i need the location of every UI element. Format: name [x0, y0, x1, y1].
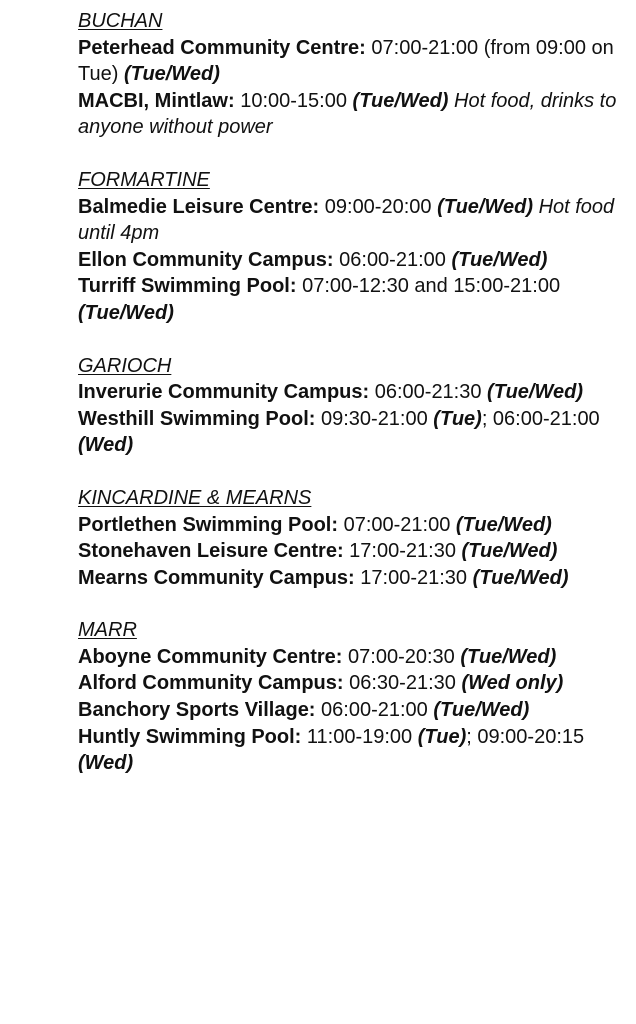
venue-hours: 07:00-12:30 and 15:00-21:00	[296, 275, 561, 298]
venue-days: (Tue/Wed)	[460, 645, 557, 668]
venue-name: Ellon Community Campus:	[78, 248, 334, 271]
venue-hours: 07:00-21:00 (from 09:00 on Tue)	[78, 36, 614, 86]
venue-days: (Tue/Wed)	[437, 195, 534, 218]
venue-days: (Tue/Wed)	[123, 63, 220, 86]
venue-days: (Tue/Wed)	[78, 301, 174, 324]
section-garioch	[78, 353, 626, 459]
venue-note: Hot food until 4pm	[78, 195, 615, 245]
section-marr	[78, 617, 626, 777]
venue-entry	[78, 88, 626, 141]
venue-name: Inverurie Community Campus:	[78, 381, 370, 404]
venue-name: Aboyne Community Centre:	[78, 645, 343, 668]
venue-days: (Wed only)	[461, 672, 564, 695]
venue-name: Turriff Swimming Pool:	[78, 275, 297, 298]
venue-hours: 09:30-21:00	[315, 407, 434, 430]
venue-hours: 06:30-21:30	[343, 672, 462, 695]
section-buchan	[78, 8, 626, 141]
venue-entry	[78, 565, 626, 592]
venue-days: (Tue/Wed)	[472, 566, 569, 589]
venue-name: Peterhead Community Centre:	[78, 36, 366, 59]
venue-hours: 10:00-15:00	[234, 89, 353, 112]
venue-days: (Tue/Wed)	[433, 699, 530, 722]
section-heading: KINCARDINE & MEARNS	[78, 486, 312, 509]
venue-entry	[78, 379, 626, 406]
venue-hours: 07:00-21:00	[338, 513, 456, 536]
venue-days: (Tue/Wed)	[461, 540, 558, 563]
venue-days: (Tue/Wed)	[487, 381, 583, 404]
venue-list	[78, 8, 626, 803]
venue-name: Alford Community Campus:	[78, 672, 344, 695]
section-heading: FORMARTINE	[78, 168, 210, 191]
venue-days: (Tue/Wed)	[352, 89, 449, 112]
venue-days: (Tue/Wed)	[451, 248, 548, 271]
venue-name: MACBI, Mintlaw:	[78, 89, 235, 112]
venue-entry	[78, 35, 626, 88]
venue-hours: 11:00-19:00	[301, 725, 418, 748]
venue-name: Huntly Swimming Pool:	[78, 725, 302, 748]
venue-days-secondary: (Wed)	[78, 434, 134, 457]
venue-entry	[78, 538, 626, 565]
venue-hours-secondary: ; 09:00-20:15	[466, 725, 585, 748]
venue-name: Mearns Community Campus:	[78, 566, 355, 589]
venue-hours: 06:00-21:00	[333, 248, 452, 271]
venue-name: Banchory Sports Village:	[78, 699, 316, 722]
venue-hours: 17:00-21:30	[354, 566, 473, 589]
venue-entry	[78, 724, 626, 777]
venue-days: (Tue)	[417, 725, 467, 748]
venue-hours: 06:00-21:30	[369, 381, 488, 404]
venue-days-secondary: (Wed)	[78, 752, 134, 775]
venue-name: Balmedie Leisure Centre:	[78, 195, 320, 218]
venue-entry	[78, 406, 626, 459]
venue-entry	[78, 670, 626, 697]
venue-name: Portlethen Swimming Pool:	[78, 513, 339, 536]
venue-hours: 07:00-20:30	[342, 645, 461, 668]
venue-note: Hot food, drinks to anyone without power	[78, 89, 617, 139]
venue-entry	[78, 697, 626, 724]
venue-name: Westhill Swimming Pool:	[78, 407, 316, 430]
section-formartine	[78, 167, 626, 327]
section-heading: BUCHAN	[78, 10, 163, 32]
venue-hours: 09:00-20:00	[319, 195, 438, 218]
section-kincardine-mearns	[78, 485, 626, 591]
venue-hours: 06:00-21:00	[315, 699, 434, 722]
venue-days: (Tue/Wed)	[455, 513, 552, 536]
venue-hours: 17:00-21:30	[343, 540, 462, 563]
venue-hours-secondary: ; 06:00-21:00	[481, 407, 600, 430]
section-heading: MARR	[78, 619, 137, 642]
venue-entry	[78, 273, 626, 326]
venue-entry	[78, 194, 626, 247]
section-heading: GARIOCH	[78, 354, 172, 377]
venue-entry	[78, 247, 626, 274]
venue-name: Stonehaven Leisure Centre:	[78, 540, 344, 563]
venue-days: (Tue)	[433, 407, 482, 430]
venue-entry	[78, 644, 626, 671]
venue-entry	[78, 512, 626, 539]
